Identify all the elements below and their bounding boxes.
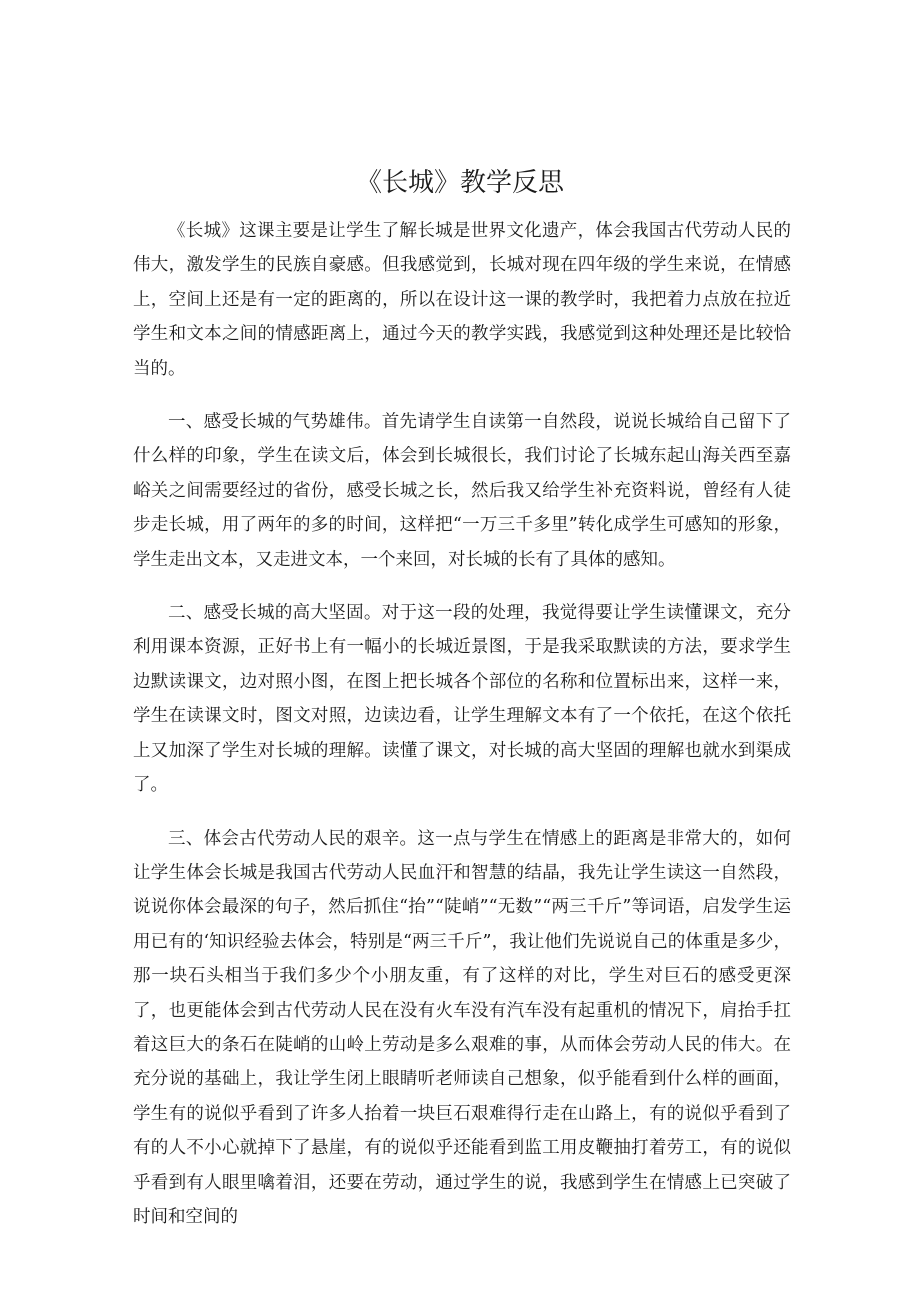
paragraph-section-1: 一、感受长城的气势雄伟。首先请学生自读第一自然段，说说长城给自己留下了什么样的印象，学生在读文后，体会到长城很长，我们讨论了长城东起山海关西至嘉峪关之间需要经过的省份，感受长城之长，然后我又给学生补充资料说，曾经有人徒步走长城，用了两年的多的时间，这样把“一万三千多里”转化成学生可感知的形象，学生走出文本，又走进文本，一个来回，对长城的长有了具体的感知。	[133, 412, 791, 570]
document-title: 《长城》教学反思	[355, 168, 564, 198]
paragraph-section-3: 三、体会古代劳动人民的艰辛。这一点与学生在情感上的距离是非常大的，如何让学生体会长城是我国古代劳动人民血汗和智慧的结晶，我先让学生读这一自然段，说说你体会最深的句子，然后抓住“抬”“陡峭”“无数”“两三千斤”等词语，启发学生运用已有的‘知识经验去体会，特别是“两三千斤”，我让他们先说说自己的体重是多少，那一块石头相当于我们多少个小朋友重，有了这样的对比，学生对巨石的感受更深了，也更能体会到古代劳动人民在没有火车没有汽车没有起重机的情况下，肩抬手扛着这巨大的条石在陡峭的山岭上劳动是多么艰难的事，从而体会劳动人民的伟大。在充分说的基础上，我让学生闭上眼睛听老师读自己想象，似乎能看到什么样的画面，学生有的说似乎看到了许多人抬着一块巨石艰难得行走在山路上，有的说似乎看到了有的人不小心就掉下了悬崖，有的说似乎还能看到监工用皮鞭抽打着劳工，有的说似乎看到有人眼里噙着泪，还要在劳动，通过学生的说，我感到学生在情感上已突破了时间和空间的	[133, 828, 791, 1227]
paragraph-section-2: 二、感受长城的高大坚固。对于这一段的处理，我觉得要让学生读懂课文，充分利用课本资源，正好书上有一幅小的长城近景图，于是我采取默读的方法，要求学生边默读课文，边对照小图，在图上把长城各个部位的名称和位置标出来，这样一来，学生在读课文时，图文对照，边读边看，让学生理解文本有了一个依托，在这个依托上又加深了学生对长城的理解。读懂了课文，对长城的高大坚固的理解也就水到渠成了。	[133, 603, 791, 796]
document-body	[133, 214, 791, 1253]
paragraph-intro: 《长城》这课主要是让学生了解长城是世界文化遗产，体会我国古代劳动人民的伟大，激发学生的民族自豪感。但我感觉到，长城对现在四年级的学生来说，在情感上，空间上还是有一定的距离的，所以在设计这一课的教学时，我把着力点放在拉近学生和文本之间的情感距离上，通过今天的教学实践，我感觉到这种处理还是比较恰当的。	[133, 221, 791, 379]
